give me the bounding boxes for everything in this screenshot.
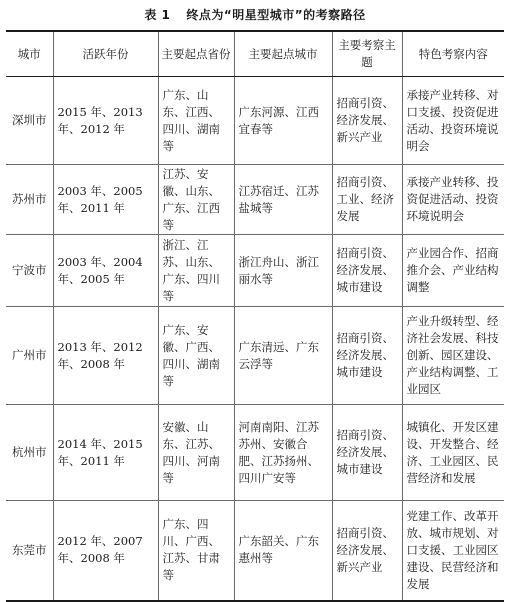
table-row (6, 235, 504, 307)
table-caption (0, 6, 510, 24)
provinces-cell: 广东、山东、江西、四川、湖南等 (158, 77, 234, 165)
provinces-cell: 广东、四川、广西、江苏、甘肃等 (158, 501, 234, 601)
years-cell: 2013 年、2012 年、2008 年 (53, 307, 158, 405)
header-featured-content: 特色考察内容 (402, 31, 504, 77)
years-cell: 2014 年、2015 年、2011 年 (53, 405, 158, 501)
themes-cell: 招商引资、经济发展、新兴产业 (332, 77, 402, 165)
origin-cities-cell: 河南南阳、江苏苏州、安徽合肥、江苏扬州、四川广安等 (234, 405, 332, 501)
city-cell: 东莞市 (6, 501, 53, 601)
table-title: 终点为“明星型城市”的考察路径 (186, 8, 366, 22)
themes-cell: 招商引资、经济发展、新兴产业 (332, 501, 402, 601)
header-main-themes: 主要考察主题 (332, 31, 402, 77)
years-cell: 2015 年、2013 年、2012 年 (53, 77, 158, 165)
provinces-cell: 江苏、安徽、山东、广东、江西等 (158, 165, 234, 235)
city-cell: 广州市 (6, 307, 53, 405)
city-cell: 苏州市 (6, 165, 53, 235)
table-row (6, 77, 504, 165)
table-row (6, 501, 504, 601)
header-row (6, 31, 504, 77)
themes-cell: 招商引资、经济发展、城市建设 (332, 235, 402, 307)
themes-cell: 招商引资、经济发展、城市建设 (332, 405, 402, 501)
provinces-cell: 安徽、山东、江苏、四川、河南等 (158, 405, 234, 501)
inspection-path-table (6, 30, 504, 602)
content-cell: 城镇化、开发区建设、开发整合、经济、工业园区、民营经济和发展 (402, 405, 504, 501)
origin-cities-cell: 广东清远、广东云浮等 (234, 307, 332, 405)
content-cell: 承接产业转移、对口支援、投资促进活动、投资环境说明会 (402, 77, 504, 165)
years-cell: 2012 年、2007 年、2008 年 (53, 501, 158, 601)
header-city: 城市 (6, 31, 53, 77)
header-origin-cities: 主要起点城市 (234, 31, 332, 77)
table-row (6, 405, 504, 501)
table-number: 表 1 (144, 8, 171, 22)
themes-cell: 招商引资、工业、经济发展 (332, 165, 402, 235)
origin-cities-cell: 浙江舟山、浙江丽水等 (234, 235, 332, 307)
table-row (6, 165, 504, 235)
city-cell: 杭州市 (6, 405, 53, 501)
years-cell: 2003 年、2005 年、2011 年 (53, 165, 158, 235)
content-cell: 承接产业转移、投资促进活动、投资环境说明会 (402, 165, 504, 235)
content-cell: 党建工作、改革开放、城市规划、对口支援、工业园区建设、民营经济和发展 (402, 501, 504, 601)
origin-cities-cell: 江苏宿迁、江苏盐城等 (234, 165, 332, 235)
origin-cities-cell: 广东河源、江西宜春等 (234, 77, 332, 165)
city-cell: 深圳市 (6, 77, 53, 165)
provinces-cell: 浙江、江苏、山东、广东、四川等 (158, 235, 234, 307)
header-origin-provinces: 主要起点省份 (158, 31, 234, 77)
origin-cities-cell: 广东韶关、广东惠州等 (234, 501, 332, 601)
content-cell: 产业园合作、招商推介会、产业结构调整 (402, 235, 504, 307)
provinces-cell: 广东、安徽、广西、四川、湖南等 (158, 307, 234, 405)
city-cell: 宁波市 (6, 235, 53, 307)
themes-cell: 招商引资、经济发展、城市建设 (332, 307, 402, 405)
header-active-years: 活跃年份 (53, 31, 158, 77)
content-cell: 产业升级转型、经济社会发展、科技创新、园区建设、产业结构调整、工业园区 (402, 307, 504, 405)
table-row (6, 307, 504, 405)
years-cell: 2003 年、2004 年、2005 年 (53, 235, 158, 307)
